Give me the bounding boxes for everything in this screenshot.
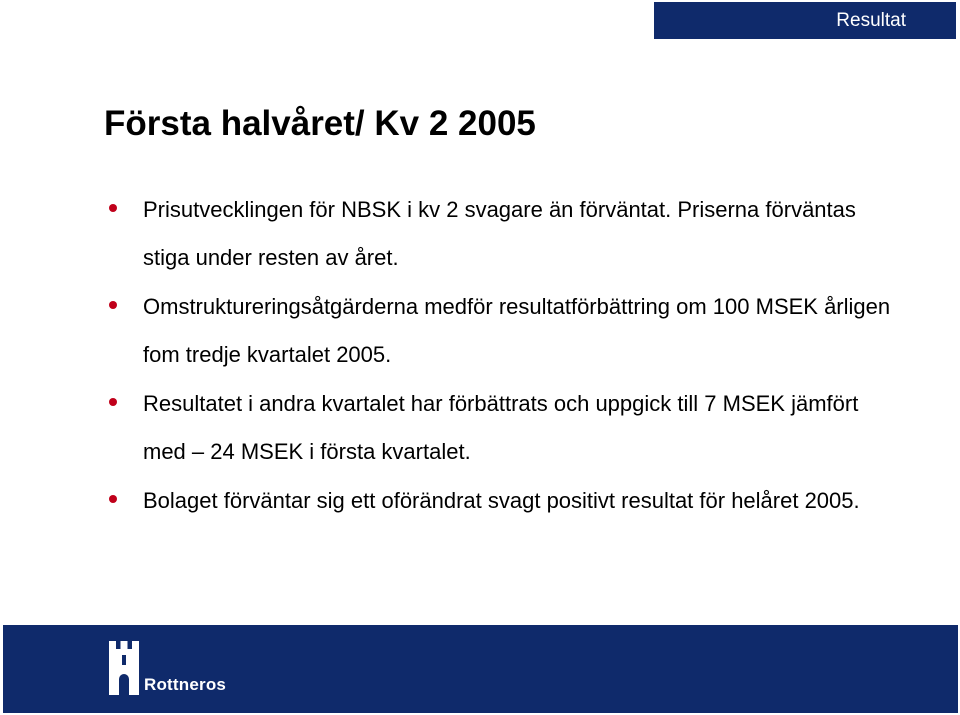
logo-wordmark: Rottneros bbox=[144, 675, 227, 694]
bullet-text: Bolaget förväntar sig ett oförändrat svagt positivt resultat för helåret 2005. bbox=[143, 488, 860, 513]
bullet-item bbox=[104, 283, 904, 379]
bullet-item bbox=[104, 380, 904, 476]
bullet-list bbox=[104, 186, 904, 526]
bullet-text: Prisutvecklingen för NBSK i kv 2 svagare än förväntat. Priserna förväntas stiga under resten av året. bbox=[143, 197, 856, 270]
bullet-item bbox=[104, 186, 904, 282]
bullet-dot-icon bbox=[109, 398, 117, 406]
bullet-dot-icon bbox=[109, 301, 117, 309]
castle-tower-icon bbox=[109, 641, 139, 695]
bullet-text: Omstruktureringsåtgärderna medför resultatförbättring om 100 MSEK årligen fom tredje kvartalet 2005. bbox=[143, 294, 891, 367]
bullet-item bbox=[104, 477, 904, 525]
company-logo bbox=[109, 641, 229, 703]
section-tag-label: Resultat bbox=[836, 10, 906, 31]
bullet-dot-icon bbox=[109, 495, 117, 503]
section-tag bbox=[654, 2, 956, 39]
bullet-dot-icon bbox=[109, 204, 117, 212]
page-title: Första halvåret/ Kv 2 2005 bbox=[104, 104, 536, 143]
footer-bar bbox=[3, 625, 958, 713]
bullet-text: Resultatet i andra kvartalet har förbättrats och uppgick till 7 MSEK jämfört med – 24 MSEK i första kvartalet. bbox=[143, 391, 859, 464]
